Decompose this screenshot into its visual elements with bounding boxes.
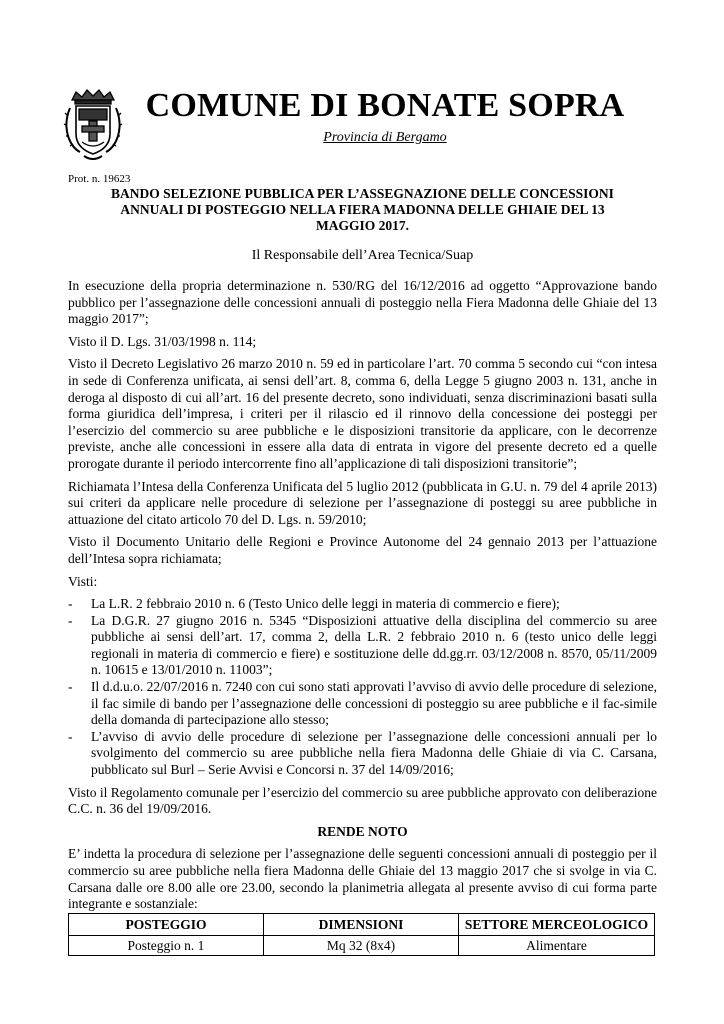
paragraph-regolamento: Visto il Regolamento comunale per l’esercizio del commercio su aree pubbliche approvato con deliberazione C.C. n. 36 del 19/09/2016. [68,784,657,817]
header-dimensioni: DIMENSIONI [264,913,459,935]
list-item-text: La D.G.R. 27 giugno 2016 n. 5345 “Disposizioni attuative della disciplina del commercio su aree pubbliche ai sensi dell’art. 17, comma 2, della L.R. 2 febbraio 2010 n. 6 (testo unico delle leggi regionali in materia di commercio e fiere) e sostituzione delle dd.gg.rr. 03/12/2008 n. 8570, 05/11/2009 n. 10615 e 13/01/2010 n. 11003”; [91,612,657,678]
paragraph-intesa: Richiamata l’Intesa della Conferenza Unificata del 5 luglio 2012 (pubblicata in G.U. n. 79 del 4 aprile 2013) sui criteri da applicare nelle procedure di selezione per l’assegnazione di posteggi su aree pubbliche in attuazione del citato articolo 70 del D. Lgs. n. 59/2010; [68,478,657,527]
list-item-text: La L.R. 2 febbraio 2010 n. 6 (Testo Unico delle leggi in materia di commercio e fiere); [91,596,560,612]
protocol-number: Prot. n. 19623 [68,173,131,185]
list-item: - La L.R. 2 febbraio 2010 n. 6 (Testo Unico delle leggi in materia di commercio e fiere); [68,596,560,612]
posteggi-table [68,913,655,956]
visti-list [68,596,657,779]
document-body [68,173,657,956]
header-settore: SETTORE MERCEOLOGICO [459,913,655,935]
responsabile-heading: Il Responsabile dell’Area Tecnica/Suap [251,248,474,263]
bando-title [68,186,657,234]
list-item-text: L’avviso di avvio delle procedure di selezione per l’assegnazione delle concessioni annuali per lo svolgimento del commercio su aree pubbliche nella fiera Madonna delle Ghiaie di via C. Carsana, pubblicato sul Burl – Serie Avvisi e Concorsi n. 37 del 14/09/2016; [91,728,657,778]
list-item: - La D.G.R. 27 giugno 2016 n. 5345 “Disposizioni attuative della disciplina del commercio su aree pubbliche ai sensi dell’art. 17, comma 2, della L.R. 2 febbraio 2010 n. 6 (testo unico delle leggi regionali in materia di commercio e fiere) e sostituzione delle dd.gg.rr. 03/12/2008 n. 8570, 05/11/2009 n. 10615 e 13/01/2010 n. 11003”; [68,612,657,678]
cell-dimensioni: Mq 32 (8x4) [264,935,459,955]
list-item: - L’avviso di avvio delle procedure di selezione per l’assegnazione delle concessioni annuali per lo svolgimento del commercio su aree pubbliche nella fiera Madonna delle Ghiaie di via C. Carsana, pubblicato sul Burl – Serie Avvisi e Concorsi n. 37 del 14/09/2016; [68,728,657,778]
header-posteggio: POSTEGGIO [69,913,264,935]
cell-settore: Alimentare [459,935,655,955]
municipality-title: COMUNE DI BONATE SOPRA [145,87,625,124]
rende-noto-heading: RENDE NOTO [317,823,408,839]
list-item: - Il d.d.u.o. 22/07/2016 n. 7240 con cui sono stati approvati l’avviso di avvio delle procedure di selezione, il fac simile di bando per l’assegnazione delle concessioni di posteggio su aree pubbliche e il fac-simile della domanda di partecipazione allo stesso; [68,679,657,728]
bando-title-line: MAGGIO 2017. [316,218,409,233]
list-item-text: Il d.d.u.o. 22/07/2016 n. 7240 con cui sono stati approvati l’avviso di avvio delle procedure di selezione, il fac simile di bando per l’assegnazione delle concessioni di posteggio su aree pubbliche e il fac-simile della domanda di partecipazione allo stesso; [91,679,657,728]
paragraph-documento-unitario: Visto il Documento Unitario delle Regioni e Province Autonome del 24 gennaio 2013 per l’attuazione dell’Intesa sopra richiamata; [68,534,657,566]
paragraph-determinazione: In esecuzione della propria determinazione n. 530/RG del 16/12/2016 ad oggetto “Approvazione bando pubblico per l’assegnazione delle concessioni annuali di posteggio nella Fiera Madonna delle Ghiaie del 13 maggio 2017”; [68,278,657,327]
paragraph-decreto-59: Visto il Decreto Legislativo 26 marzo 2010 n. 59 ed in particolare l’art. 70 comma 5 secondo cui “con intesa in sede di Conferenza unificata, ai sensi dell’art. 8, comma 6, della Legge 5 giugno 2003 n. 131, anche in deroga al disposto di cui all’art. 16 del presente decreto, sono individuati, senza discriminazioni basati sulla forma giuridica dell’impresa, i criteri per il rilascio ed il rinnovo della concessione dei posteggi per l’esercizio del commercio su aree pubbliche e le disposizioni transitorie da applicare, con le decorrenze previste, anche alle concessioni in essere alla data di entrata in vigore del presente decreto ed a quelle prorogate durante il periodo intercorrente fino all’applicazione di tali disposizioni transitorie”; [68,356,657,471]
paragraph-indetta: E’ indetta la procedura di selezione per l’assegnazione delle seguenti concessioni annuali di posteggio per il commercio su aree pubbliche nella fiera Madonna delle Ghiaie del 13 maggio 2017 che si svolge in via C. Carsana dalle ore 8.00 alle ore 23.00, secondo la planimetria allegata al presente avviso di cui forma parte integrante e sostanziale: [68,846,657,912]
bando-title-line: BANDO SELEZIONE PUBBLICA PER L’ASSEGNAZIONE DELLE CONCESSIONI [111,186,614,201]
table-header-row [69,913,655,935]
province-subtitle: Provincia di Bergamo [323,130,447,145]
paragraph-dlgs-114: Visto il D. Lgs. 31/03/1998 n. 114; [68,333,257,349]
table-row [69,935,655,955]
cell-posteggio: Posteggio n. 1 [69,935,264,955]
visti-label: Visti: [68,573,98,589]
bando-title-line: ANNUALI DI POSTEGGIO NELLA FIERA MADONNA DELLE GHIAIE DEL 13 [120,202,605,217]
coat-of-arms-icon [62,86,124,164]
